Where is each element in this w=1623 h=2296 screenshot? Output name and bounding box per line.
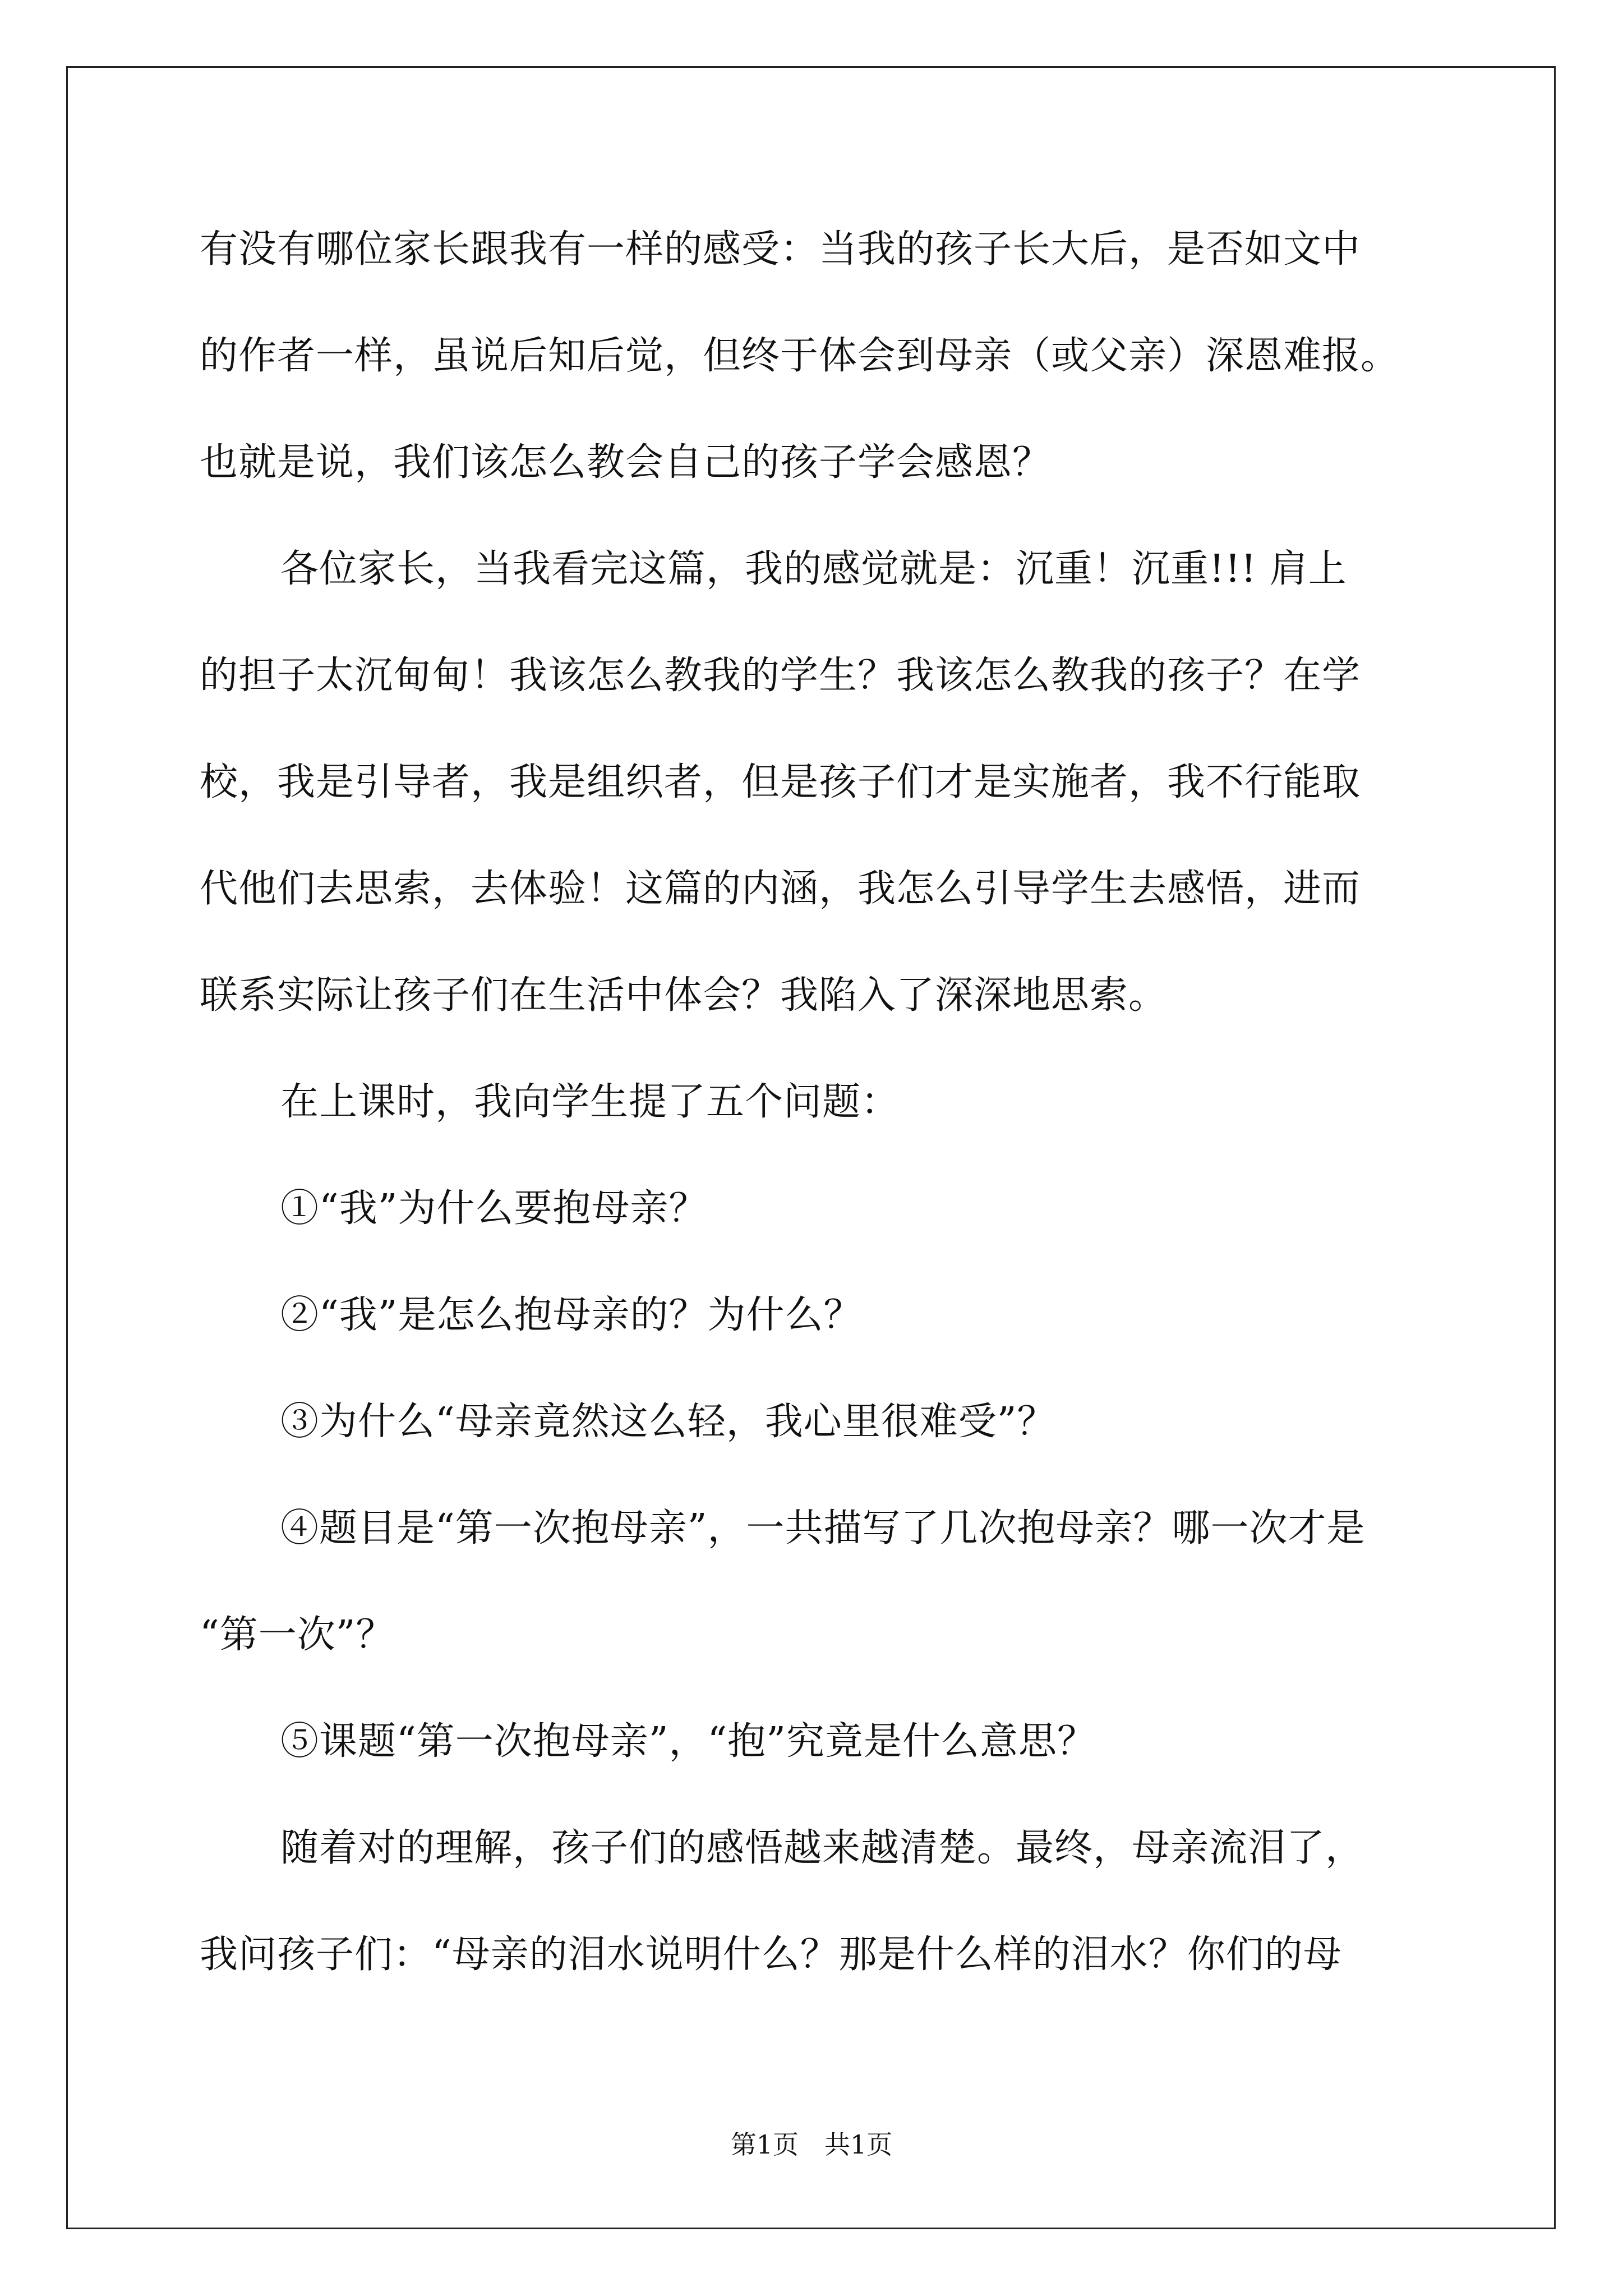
- text-line: ③为什么“母亲竟然这么轻，我心里很难受”？: [280, 1400, 1056, 1444]
- text-line: 我问孩子们：“母亲的泪水说明什么？那是什么样的泪水？你们的母: [200, 1932, 1342, 1977]
- text-line: 代他们去思索，去体验！这篇的内涵，我怎么引导学生去感悟，进而: [200, 867, 1361, 911]
- text-line: ②“我”是怎么抱母亲的？为什么？: [280, 1293, 863, 1337]
- text-line: 各位家长，当我看完这篇，我的感觉就是：沉重！沉重!!! 肩上: [280, 547, 1347, 591]
- text-line: 的担子太沉甸甸！我该怎么教我的学生？我该怎么教我的孩子？在学: [200, 654, 1361, 698]
- text-line: ④题目是“第一次抱母亲”，一共描写了几次抱母亲？哪一次才是: [280, 1506, 1366, 1550]
- text-line: 有没有哪位家长跟我有一样的感受：当我的孩子长大后，是否如文中: [200, 227, 1361, 272]
- text-line: 的作者一样，虽说后知后觉，但终于体会到母亲（或父亲）深恩难报。: [200, 334, 1400, 378]
- text-line: 也就是说，我们该怎么教会自己的孩子学会感恩？: [200, 440, 1052, 485]
- page-border: [66, 66, 1556, 2229]
- text-line: ⑤课题“第一次抱母亲”，“抱”究竟是什么意思？: [280, 1719, 1096, 1764]
- text-line: 校，我是引导者，我是组织者，但是孩子们才是实施者，我不行能取: [200, 760, 1361, 804]
- text-line: ①“我”为什么要抱母亲？: [280, 1186, 708, 1231]
- text-line: 随着对的理解，孩子们的感悟越来越清楚。最终，母亲流泪了，: [280, 1826, 1364, 1870]
- text-line: “第一次”？: [200, 1613, 395, 1657]
- page-footer: 第1页 共1页: [730, 2129, 893, 2160]
- text-line: 在上课时，我向学生提了五个问题：: [280, 1080, 900, 1124]
- text-line: 联系实际让孩子们在生活中体会？我陷入了深深地思索。: [200, 973, 1168, 1018]
